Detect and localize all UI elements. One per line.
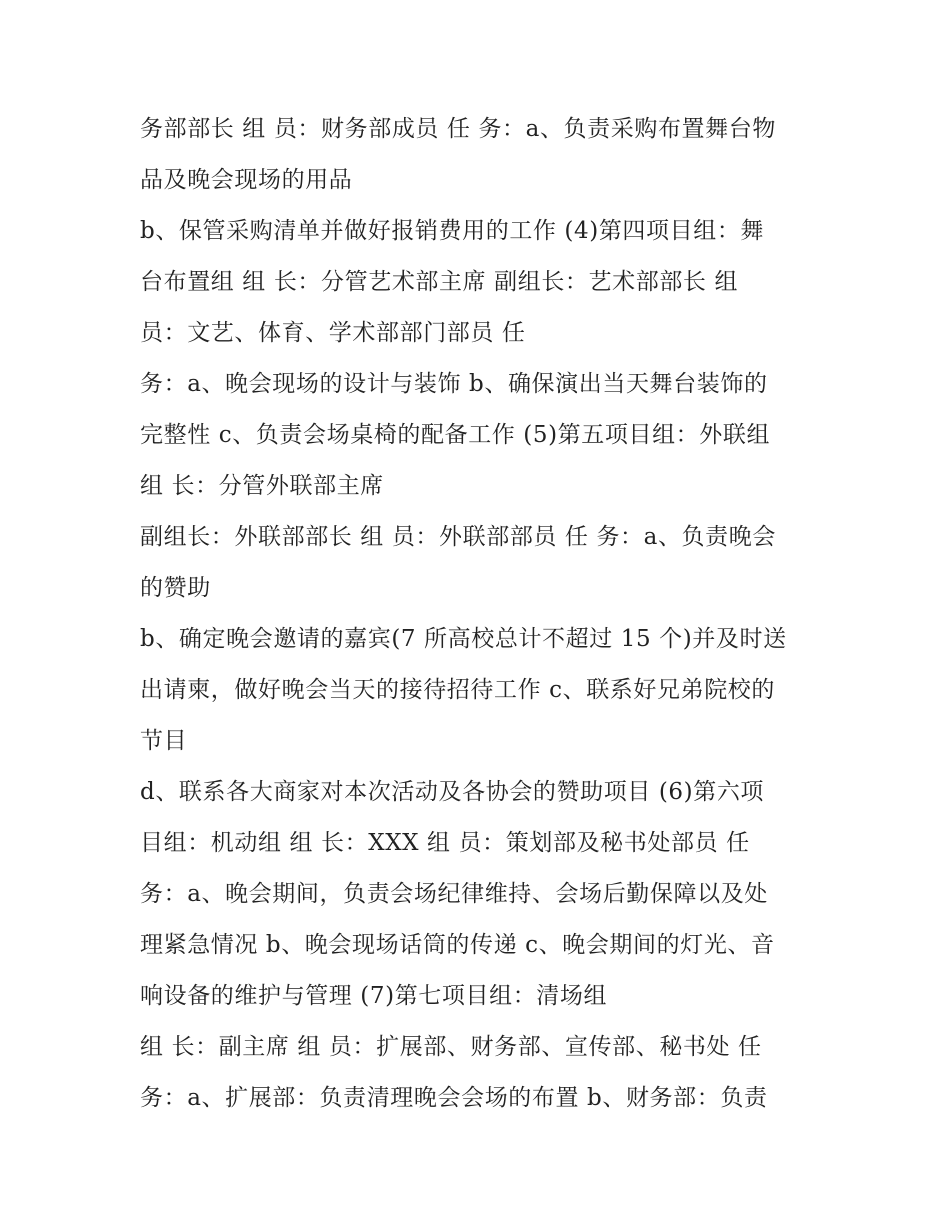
text-line: 副组长：外联部部长 组 员：外联部部员 任 务：a、负责晚会: [140, 524, 776, 550]
text-line: d、联系各大商家对本次活动及各协会的赞助项目 (6)第六项: [140, 779, 765, 805]
text-line: 的赞助: [140, 575, 211, 601]
text-line: b、确定晚会邀请的嘉宾(7 所高校总计不超过 15 个)并及时送: [140, 626, 787, 652]
text-line: 务部部长 组 员：财务部成员 任 务：a、负责采购布置舞台物: [140, 116, 776, 142]
text-line: 组 长：分管外联部主席: [140, 473, 384, 499]
text-line: 出请柬，做好晚会当天的接待招待工作 c、联系好兄弟院校的: [140, 677, 775, 703]
text-line: 务：a、晚会现场的设计与装饰 b、确保演出当天舞台装饰的: [140, 371, 768, 397]
text-line: 员：文艺、体育、学术部部门部员 任: [140, 320, 526, 346]
text-line: 品及晚会现场的用品: [140, 167, 353, 193]
body-text: [140, 104, 820, 1124]
text-line: 务：a、晚会期间，负责会场纪律维持、会场后勤保障以及处: [140, 881, 768, 907]
text-line: 响设备的维护与管理 (7)第七项目组：清场组: [140, 983, 608, 1009]
text-line: 完整性 c、负责会场桌椅的配备工作 (5)第五项目组：外联组: [140, 422, 771, 448]
text-line: 台布置组 组 长：分管艺术部主席 副组长：艺术部部长 组: [140, 269, 739, 295]
text-line: 组 长：副主席 组 员：扩展部、财务部、宣传部、秘书处 任: [140, 1034, 762, 1060]
text-line: 目组：机动组 组 长：XXX 组 员：策划部及秘书处部员 任: [140, 830, 750, 856]
text-line: 理紧急情况 b、晚会现场话筒的传递 c、晚会期间的灯光、音: [140, 932, 775, 958]
text-line: b、保管采购清单并做好报销费用的工作 (4)第四项目组：舞: [140, 218, 765, 244]
text-line: 节目: [140, 728, 188, 754]
text-line: 务：a、扩展部：负责清理晚会会场的布置 b、财务部：负责: [140, 1085, 768, 1111]
